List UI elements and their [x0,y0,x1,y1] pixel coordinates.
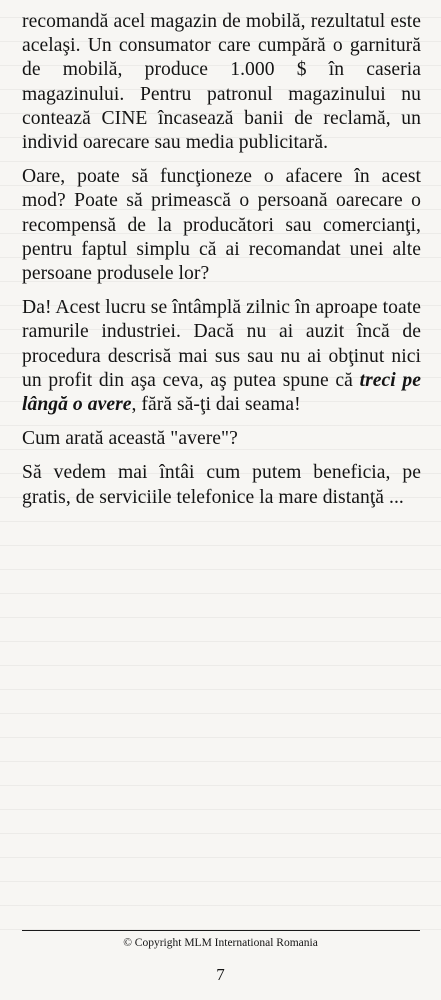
footer-divider [22,930,420,931]
paragraph-5: Să vedem mai întâi cum putem beneficia, pe gratis, de serviciile telefonice la mare distanţă ... [22,462,421,508]
emphasized-phrase: treci pe lângă o avere [22,369,422,416]
paragraph-3-text-start: Da! Acest lucru se întâmplă zilnic în aproape toate ramurile industriei. Dacă nu ai auzit încă de procedura descrisă mai sus sau nu ai obţinut nici un profit din aşa ceva, aş putea spune că [22,297,421,391]
page-number: 7 [216,965,225,984]
paragraph-4: Cum arată această "avere"? [22,428,238,450]
copyright-footer: © Copyright MLM International Romania [123,937,318,949]
paragraph-1: recomandă acel magazin de mobilă, rezultatul este acelaşi. Un consumator care cumpără o garnitură de mobilă, produce 1.000 $ în caseria magazinului. Pentru patronul magazinului nu contează CINE încasează banii de reclamă, un individ oarecare sau media publicitară. [22,11,421,154]
paragraph-3 [22,296,421,417]
paragraph-3-text-end: , fără să-ţi dai seama! [131,394,301,416]
page-body [22,10,421,510]
paragraph-2: Oare, poate să funcţioneze o afacere în acest mod? Poate să primească o persoană oarecare o recompensă de la producători sau comercianţi, pentru faptul simplu că ai recomandat unei alte persoane produsele lor? [22,166,421,285]
